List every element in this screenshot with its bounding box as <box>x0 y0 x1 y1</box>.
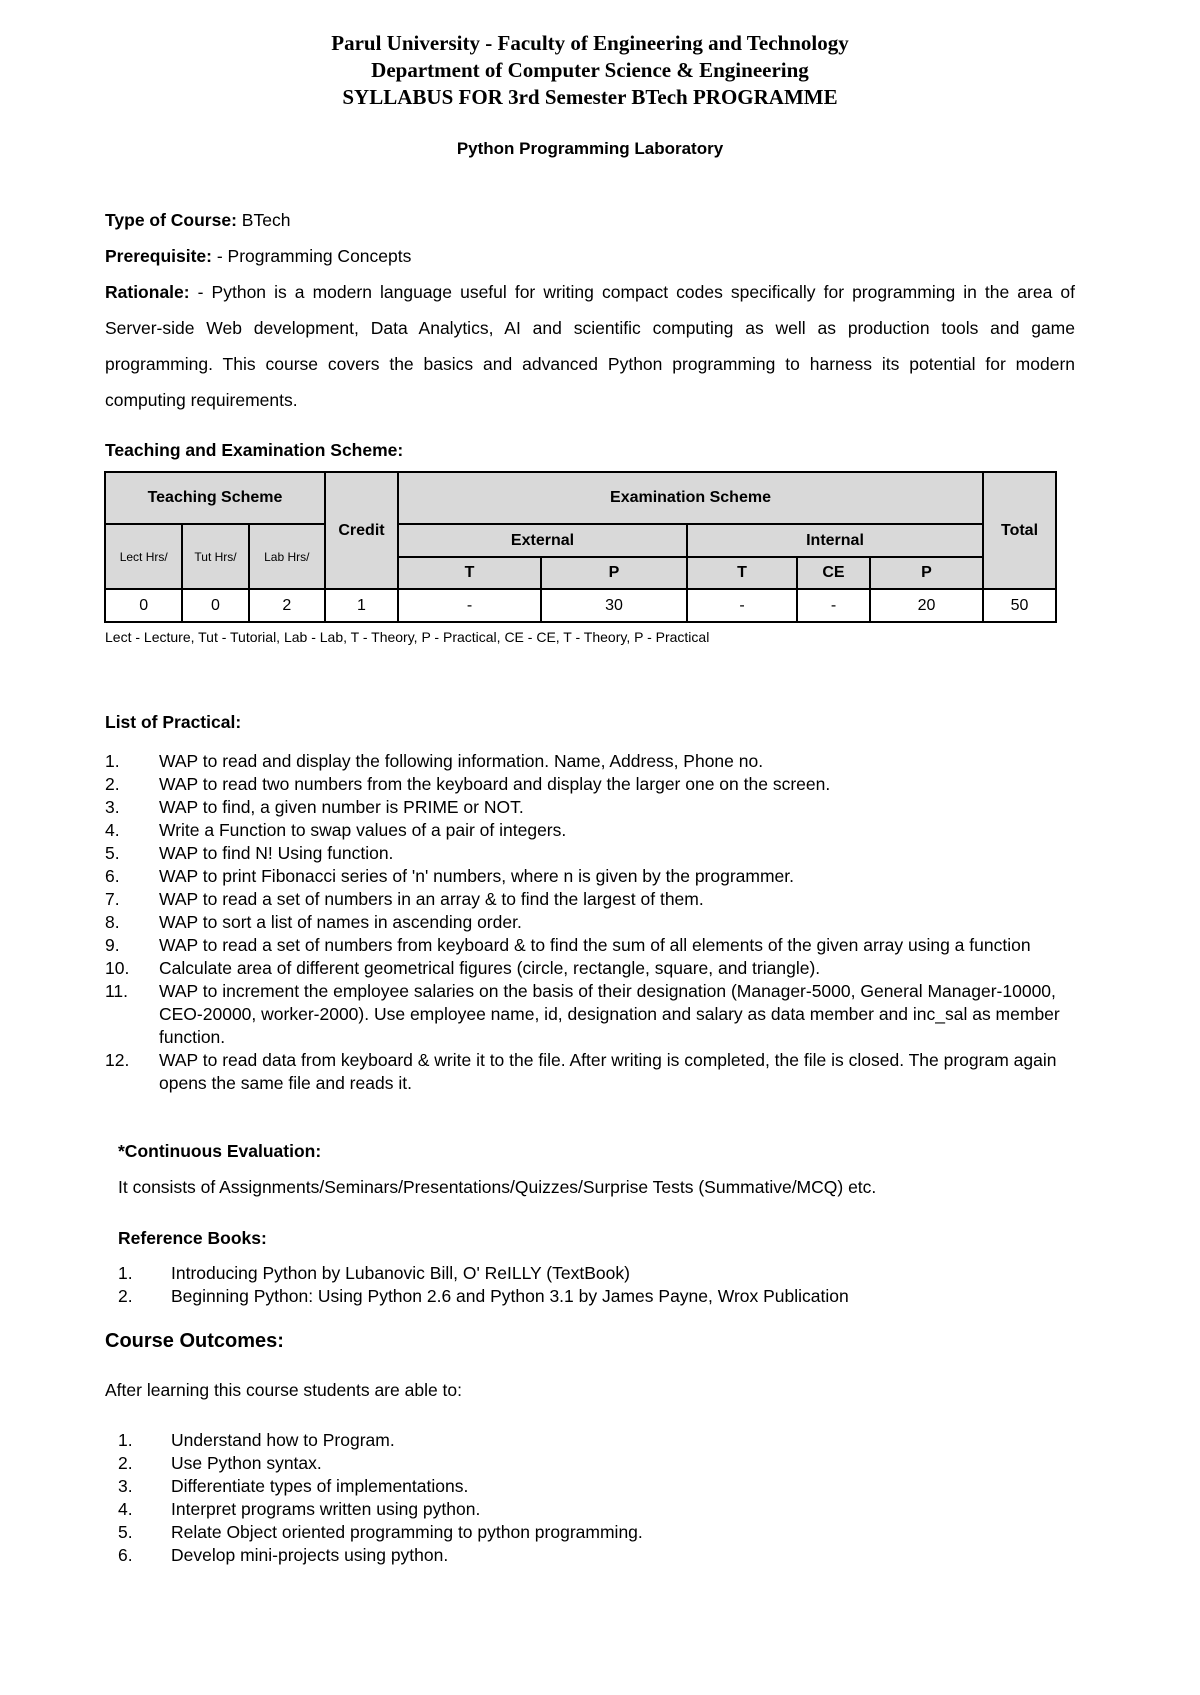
outcome-item <box>118 1544 1088 1567</box>
value-credit: 1 <box>325 589 398 622</box>
reference-item <box>118 1285 1088 1308</box>
practical-item <box>105 865 1095 888</box>
outcomes-intro: After learning this course students are able to: <box>105 1380 463 1400</box>
practical-item-text: WAP to read a set of numbers from keyboard & to find the sum of all elements of the given array using a function <box>159 935 1031 955</box>
prerequisite: Prerequisite: - Programming Concepts <box>105 246 412 266</box>
outcome-item-text: Use Python syntax. <box>171 1453 322 1473</box>
practical-item-number: 9. <box>105 935 120 955</box>
outcome-item-number: 5. <box>118 1522 133 1542</box>
practical-item-number: 4. <box>105 820 120 840</box>
outcome-item-number: 4. <box>118 1499 133 1519</box>
outcome-item-text: Differentiate types of implementations. <box>171 1476 469 1496</box>
document-header <box>0 30 1180 111</box>
practical-item-number: 3. <box>105 797 120 817</box>
lect-hrs-header: Lect Hrs/ <box>105 524 182 589</box>
evaluation-text: It consists of Assignments/Seminars/Presentations/Quizzes/Surprise Tests (Summative/MCQ) etc. <box>118 1177 877 1197</box>
value-lect: 0 <box>105 589 182 622</box>
practical-item-number: 11. <box>105 981 129 1001</box>
practical-item-number: 7. <box>105 889 120 909</box>
practical-item <box>105 842 1095 865</box>
value-lab: 2 <box>249 589 325 622</box>
practical-item-number: 1. <box>105 751 120 771</box>
practical-item-text: WAP to read two numbers from the keyboard and display the larger one on the screen. <box>159 774 831 794</box>
lab-hrs-header: Lab Hrs/ <box>249 524 325 589</box>
value-internal-ce: - <box>797 589 870 622</box>
external-t-header: T <box>398 557 541 589</box>
value-total: 50 <box>983 589 1056 622</box>
practical-item-text: Calculate area of different geometrical figures (circle, rectangle, square, and triangle). <box>159 958 821 978</box>
outcome-item <box>118 1452 1088 1475</box>
outcome-item-text: Interpret programs written using python. <box>171 1499 481 1519</box>
practical-item-number: 12. <box>105 1050 130 1070</box>
scheme-table <box>104 471 1057 623</box>
reference-item-text: Introducing Python by Lubanovic Bill, O' ReILLY (TextBook) <box>171 1263 630 1283</box>
practical-item <box>105 773 1095 796</box>
practical-item-number: 6. <box>105 866 120 886</box>
internal-p-header: P <box>870 557 983 589</box>
outcome-item-text: Relate Object oriented programming to python programming. <box>171 1522 643 1542</box>
outcome-item-text: Develop mini-projects using python. <box>171 1545 449 1565</box>
value-external-p: 30 <box>541 589 687 622</box>
value-internal-p: 20 <box>870 589 983 622</box>
practical-item <box>105 796 1095 819</box>
total-header: Total <box>983 472 1056 589</box>
department-title: Department of Computer Science & Engineering <box>371 58 809 82</box>
internal-ce-header: CE <box>797 557 870 589</box>
outcome-item <box>118 1475 1088 1498</box>
practical-item <box>105 750 1095 773</box>
practical-item-number: 8. <box>105 912 120 932</box>
practical-item-number: 2. <box>105 774 120 794</box>
practical-item-text: WAP to find N! Using function. <box>159 843 394 863</box>
credit-header: Credit <box>325 472 398 589</box>
practical-item <box>105 888 1095 911</box>
value-external-t: - <box>398 589 541 622</box>
course-info <box>105 202 1075 418</box>
practical-item-text: WAP to read a set of numbers in an array & to find the largest of them. <box>159 889 704 909</box>
internal-header: Internal <box>687 524 983 557</box>
evaluation-heading: *Continuous Evaluation: <box>118 1141 322 1161</box>
rationale: Rationale: - Python is a modern language useful for writing compact codes specifically for programming in the area of Server-side Web development, Data Analytics, AI and scientific computing as well as production tools and game programming. This course covers the basics and advanced Python programming to harness its potential for modern computing requirements. <box>105 282 1075 410</box>
practical-item-text: WAP to sort a list of names in ascending order. <box>159 912 522 932</box>
course-type: Type of Course: BTech <box>105 210 291 230</box>
outcome-item-text: Understand how to Program. <box>171 1430 395 1450</box>
university-title: Parul University - Faculty of Engineering and Technology <box>331 31 849 55</box>
reference-item <box>118 1262 1088 1285</box>
outcome-item-number: 3. <box>118 1476 133 1496</box>
reference-list <box>118 1262 1088 1308</box>
outcome-item-number: 1. <box>118 1430 133 1450</box>
practical-item-text: WAP to find, a given number is PRIME or NOT. <box>159 797 524 817</box>
practical-item <box>105 980 1095 1049</box>
examination-scheme-header: Examination Scheme <box>398 472 983 524</box>
practical-item-number: 10. <box>105 958 130 978</box>
reference-item-number: 1. <box>118 1263 133 1283</box>
practicals-heading: List of Practical: <box>105 712 242 732</box>
value-internal-t: - <box>687 589 797 622</box>
practical-item <box>105 819 1095 842</box>
reference-item-text: Beginning Python: Using Python 2.6 and Python 3.1 by James Payne, Wrox Publication <box>171 1286 849 1306</box>
outcome-item <box>118 1429 1088 1452</box>
scheme-abbreviations: Lect - Lecture, Tut - Tutorial, Lab - Lab, T - Theory, P - Practical, CE - CE, T - Theory, P - Practical <box>105 629 710 645</box>
external-header: External <box>398 524 687 557</box>
practical-item <box>105 911 1095 934</box>
tut-hrs-header: Tut Hrs/ <box>182 524 248 589</box>
outcome-item <box>118 1521 1088 1544</box>
course-outcomes-heading: Course Outcomes: <box>105 1330 284 1352</box>
practical-item <box>105 957 1095 980</box>
reference-item-number: 2. <box>118 1286 133 1306</box>
teaching-scheme-header: Teaching Scheme <box>105 472 325 524</box>
practical-item-text: WAP to increment the employee salaries on the basis of their designation (Manager-5000, General Manager-10000, CEO-20000, worker-2000). Use employee name, id, designation and salary as data member and inc_sal as member function. <box>159 981 1060 1047</box>
outcome-list <box>118 1429 1088 1567</box>
practical-list <box>105 750 1095 1095</box>
syllabus-title: SYLLABUS FOR 3rd Semester BTech PROGRAMME <box>342 85 838 109</box>
practical-item <box>105 934 1095 957</box>
value-tut: 0 <box>182 589 248 622</box>
practical-item-text: WAP to read and display the following information. Name, Address, Phone no. <box>159 751 764 771</box>
outcome-item-number: 2. <box>118 1453 133 1473</box>
external-p-header: P <box>541 557 687 589</box>
practical-item-number: 5. <box>105 843 120 863</box>
practical-item-text: WAP to read data from keyboard & write it to the file. After writing is completed, the file is closed. The program again opens the same file and reads it. <box>159 1050 1057 1093</box>
subject-title: Python Programming Laboratory <box>456 139 724 158</box>
outcome-item-number: 6. <box>118 1545 133 1565</box>
outcome-item <box>118 1498 1088 1521</box>
internal-t-header: T <box>687 557 797 589</box>
practical-item-text: WAP to print Fibonacci series of 'n' numbers, where n is given by the programmer. <box>159 866 795 886</box>
practical-item <box>105 1049 1095 1095</box>
scheme-heading: Teaching and Examination Scheme: <box>105 440 404 460</box>
practical-item-text: Write a Function to swap values of a pair of integers. <box>159 820 567 840</box>
references-heading: Reference Books: <box>118 1228 267 1248</box>
